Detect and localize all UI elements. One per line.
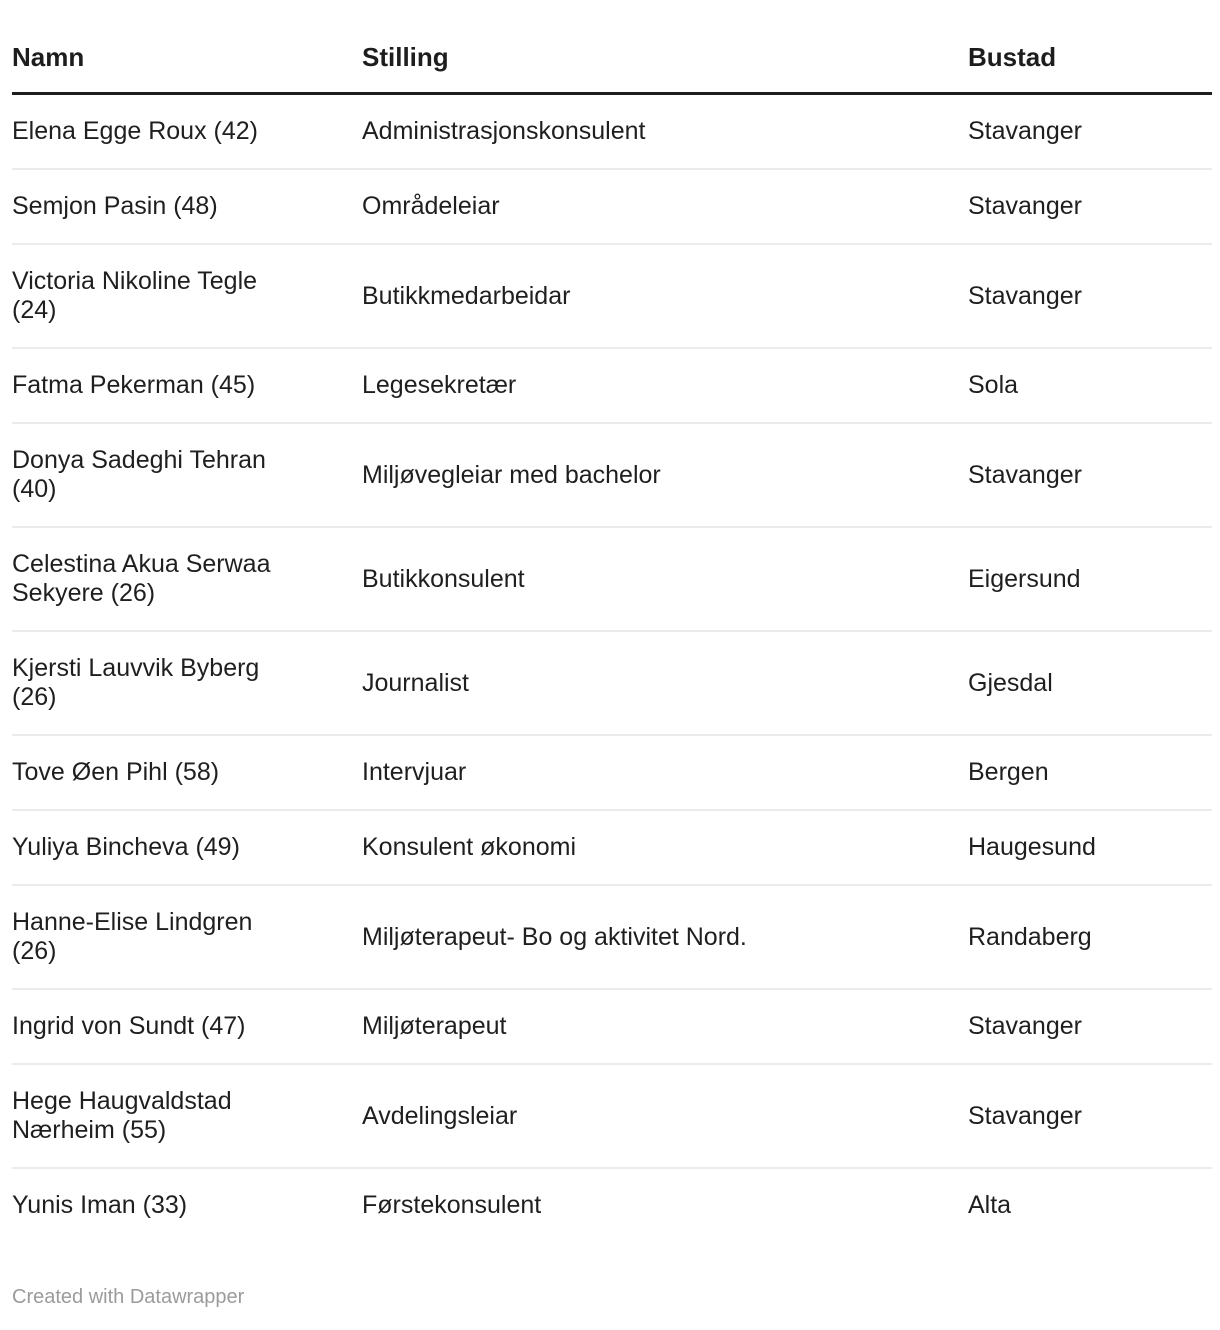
residence-cell: Stavanger	[968, 244, 1212, 348]
name-cell: Hege Haugvaldstad Nærheim (55)	[12, 1064, 362, 1168]
position-cell: Butikkmedarbeidar	[362, 244, 968, 348]
name-cell: Yuliya Bincheva (49)	[12, 810, 362, 885]
position-cell: Avdelingsleiar	[362, 1064, 968, 1168]
residence-cell: Alta	[968, 1191, 1012, 1219]
table-header-row	[12, 0, 1212, 94]
table-row	[12, 735, 1212, 810]
position-cell: Konsulent økonomi	[362, 810, 968, 885]
position-cell: Administrasjonskonsulent	[362, 94, 968, 170]
name-cell: Yunis Iman (33)	[12, 1191, 188, 1219]
position-cell: Miljøterapeut	[362, 989, 968, 1064]
table-row	[12, 885, 1212, 989]
table-row	[12, 810, 1212, 885]
table-row	[12, 348, 1212, 423]
table-row	[12, 631, 1212, 735]
name-cell: Ingrid von Sundt (47)	[12, 989, 362, 1064]
table-row	[12, 423, 1212, 527]
residence-cell: Eigersund	[968, 527, 1212, 631]
column-header-namn: Namn	[12, 0, 362, 94]
table-row	[12, 244, 1212, 348]
residence-cell: Sola	[968, 348, 1212, 423]
name-cell: Victoria Nikoline Tegle (24)	[12, 244, 362, 348]
residence-cell: Stavanger	[968, 169, 1212, 244]
position-cell: Journalist	[362, 631, 968, 735]
position-cell: Butikkonsulent	[362, 527, 968, 631]
name-cell: Hanne-Elise Lindgren (26)	[12, 885, 362, 989]
residence-cell: Stavanger	[968, 94, 1212, 170]
data-table	[12, 0, 1212, 1242]
datawrapper-attribution[interactable]: Created with Datawrapper	[12, 1286, 245, 1308]
residence-cell: Stavanger	[968, 423, 1212, 527]
position-cell: Miljøvegleiar med bachelor	[362, 423, 968, 527]
position-cell: Legesekretær	[362, 348, 968, 423]
residence-cell: Randaberg	[968, 885, 1212, 989]
name-cell: Kjersti Lauvvik Byberg (26)	[12, 631, 362, 735]
table-row	[12, 94, 1212, 170]
position-cell: Førstekonsulent	[362, 1191, 542, 1219]
column-header-stilling: Stilling	[362, 0, 968, 94]
table-row	[12, 1168, 1212, 1242]
name-cell: Elena Egge Roux (42)	[12, 94, 362, 170]
column-header-bustad: Bustad	[968, 0, 1212, 94]
residence-cell: Gjesdal	[968, 631, 1212, 735]
name-cell: Tove Øen Pihl (58)	[12, 735, 362, 810]
position-cell: Områdeleiar	[362, 169, 968, 244]
table-row	[12, 527, 1212, 631]
residence-cell: Stavanger	[968, 989, 1212, 1064]
table-row	[12, 1064, 1212, 1168]
name-cell: Semjon Pasin (48)	[12, 169, 362, 244]
name-cell: Celestina Akua Serwaa Sekyere (26)	[12, 527, 362, 631]
residence-cell: Bergen	[968, 735, 1212, 810]
residence-cell: Stavanger	[968, 1064, 1212, 1168]
name-cell: Fatma Pekerman (45)	[12, 348, 362, 423]
position-cell: Intervjuar	[362, 735, 968, 810]
residence-cell: Haugesund	[968, 810, 1212, 885]
table-row	[12, 989, 1212, 1064]
table-row	[12, 169, 1212, 244]
position-cell: Miljøterapeut- Bo og aktivitet Nord.	[362, 885, 968, 989]
name-cell: Donya Sadeghi Tehran (40)	[12, 423, 362, 527]
